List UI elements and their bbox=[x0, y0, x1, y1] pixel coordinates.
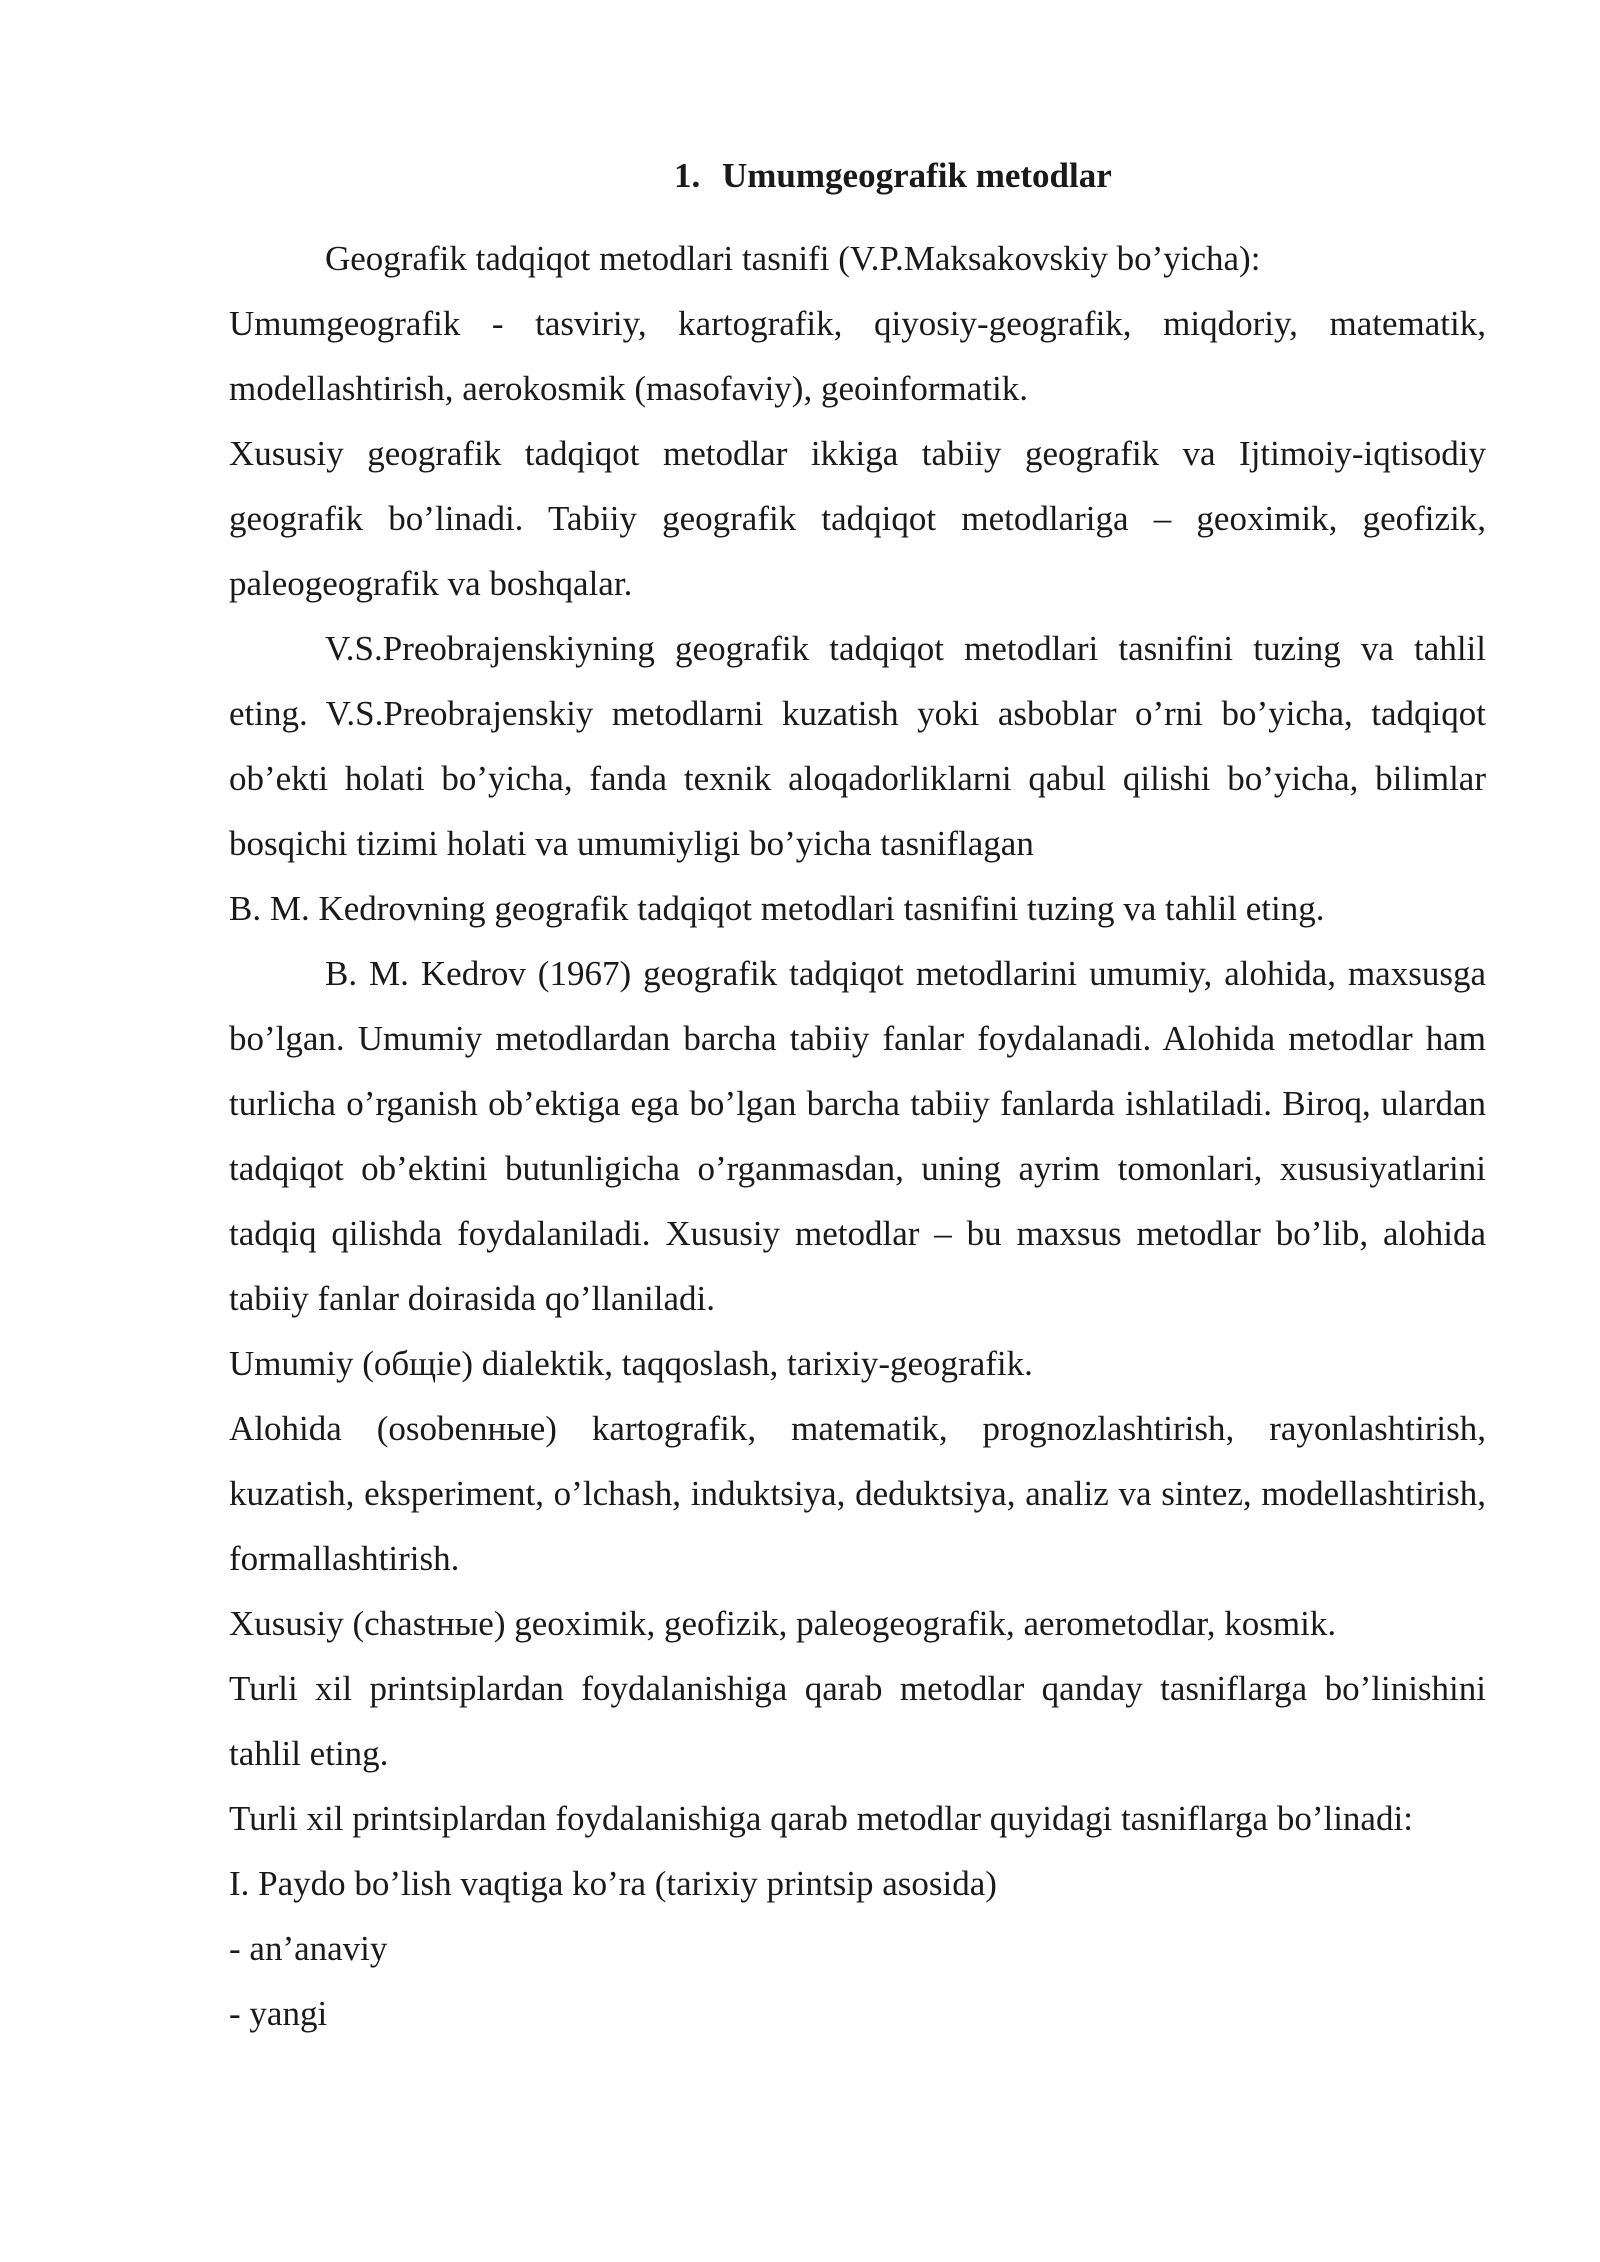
paragraph-xususiy: Xususiy (chastные) geoximik, geofizik, paleogeografik, aerometodlar, kosmik. bbox=[229, 1604, 1337, 1643]
section-heading bbox=[229, 150, 1486, 202]
paragraph-umumgeografik: Umumgeografik - tasviriy, kartografik, qiyosiy-geografik, miqdoriy, matematik, modellashtirish, aerokosmik (masofaviy), geoinformatik. bbox=[229, 304, 1486, 408]
paragraph-preobrajenskiy: V.S.Preobrajenskiyning geografik tadqiqot metodlari tasnifini tuzing va tahlil eting. V.S.Preobrajenskiy metodlarni kuzatish yoki asboblar o’rni bo’yicha, tadqiqot ob’ekti holati bo’yicha, fanda texnik aloqadorliklarni qabul qilishi bo’yicha, bilimlar bosqichi tizimi holati va umumiyligi bo’yicha tasniflagan bbox=[229, 629, 1486, 863]
list-heading-paydo: I. Paydo bo’lish vaqtiga ko’ra (tarixiy printsip asosida) bbox=[229, 1864, 997, 1903]
section-number: 1. bbox=[674, 156, 701, 195]
paragraph-umumiy: Umumiy (oбщie) dialektik, taqqoslash, tarixiy-geografik. bbox=[229, 1344, 1033, 1383]
paragraph-kedrov: B. M. Kedrov (1967) geografik tadqiqot metodlarini umumiy, alohida, maxsusga bo’lgan. Umumiy metodlardan barcha tabiiy fanlar foydalanadi. Alohida metodlar ham turlicha o’rganish ob’ektiga ega bo’lgan barcha tabiiy fanlarda ishlatiladi. Biroq, ulardan tadqiqot ob’ektini butunligicha o’rganmasdan, uning ayrim tomonlari, xususiyatlarini tadqiq qilishda foydalaniladi. Xususiy metodlar – bu maxsus metodlar bo’lib, alohida tabiiy fanlar doirasida qo’llaniladi. bbox=[229, 954, 1486, 1318]
paragraph-alohida: Alohida (osobenные) kartografik, matematik, prognozlashtirish, rayonlashtirish, kuzatish, eksperiment, o’lchash, induktsiya, deduktsiya, analiz va sintez, modellashtirish, formallashtirish. bbox=[229, 1409, 1486, 1578]
paragraph-xususiy-geografik: Xususiy geografik tadqiqot metodlar ikkiga tabiiy geografik va Ijtimoiy-iqtisodiy geografik bo’linadi. Tabiiy geografik tadqiqot metodlariga – geoximik, geofizik, paleogeografik va boshqalar. bbox=[229, 434, 1486, 603]
document-body bbox=[229, 150, 1486, 2046]
paragraph-turli-task: Turli xil printsiplardan foydalanishiga qarab metodlar qanday tasniflarga bo’linishini tahlil eting. bbox=[229, 1669, 1486, 1773]
list-item: - an’anaviy bbox=[229, 1929, 388, 1968]
paragraph-turli: Turli xil printsiplardan foydalanishiga qarab metodlar quyidagi tasniflarga bo’linadi: bbox=[229, 1799, 1413, 1838]
section-title: Umumgeografik metodlar bbox=[722, 156, 1112, 195]
paragraph-intro: Geografik tadqiqot metodlari tasnifi (V.P.Maksakovskiy bo’yicha): bbox=[325, 239, 1261, 278]
paragraph-kedrov-task: B. M. Kedrovning geografik tadqiqot metodlari tasnifini tuzing va tahlil eting. bbox=[229, 889, 1325, 928]
list-item: - yangi bbox=[229, 1994, 328, 2033]
